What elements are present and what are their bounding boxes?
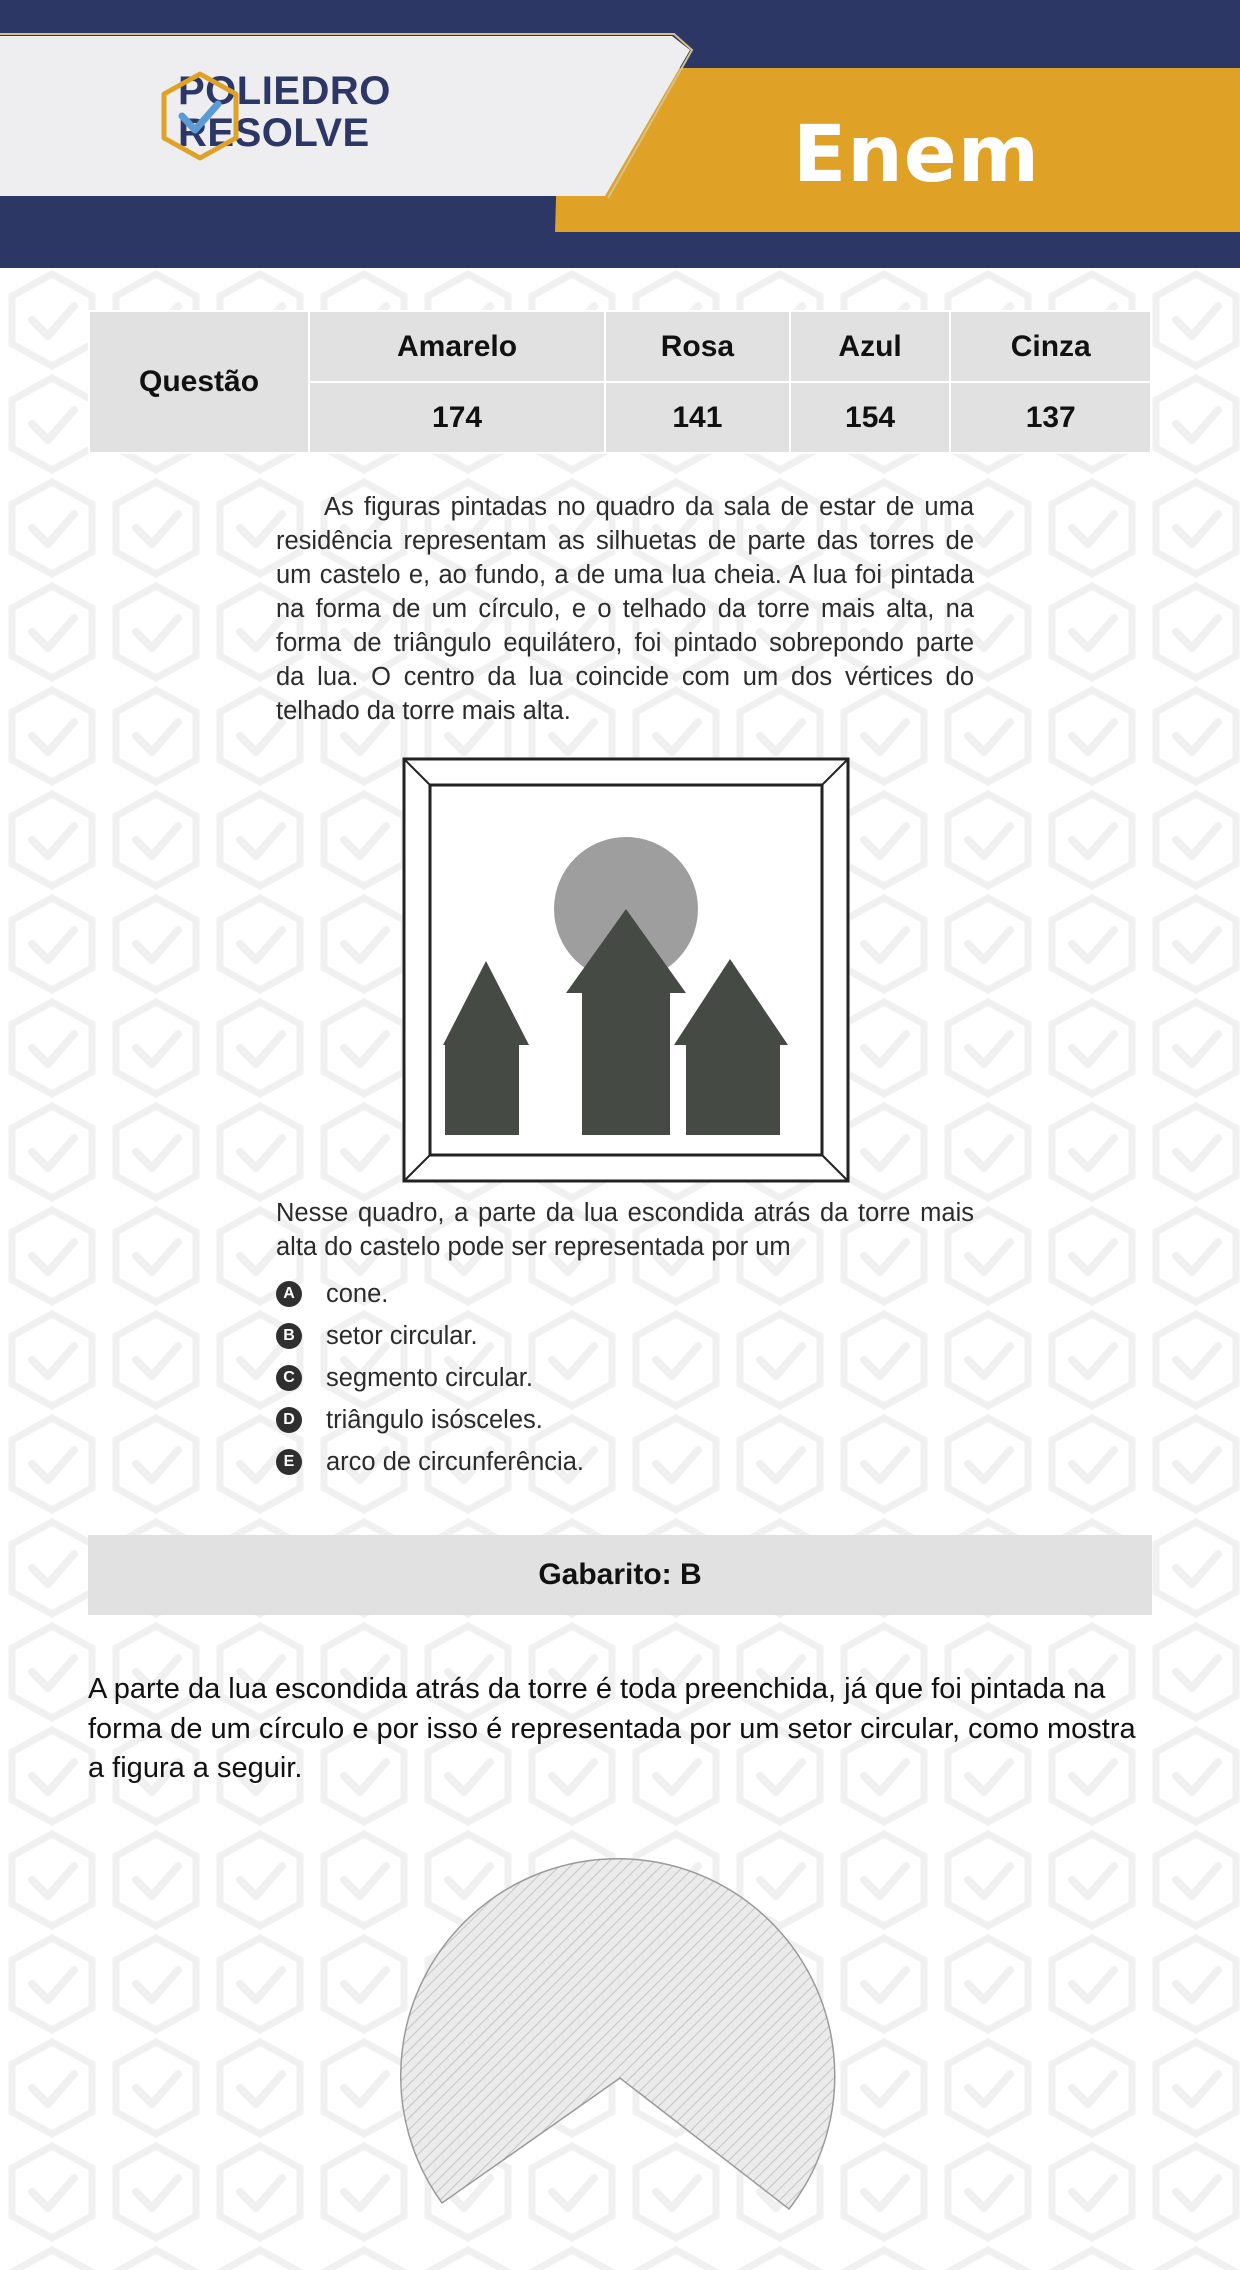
version-number: 174 bbox=[309, 382, 605, 453]
question-number-table bbox=[88, 310, 1152, 454]
version-number: 154 bbox=[790, 382, 951, 453]
brand-line-2: RESOLVE bbox=[178, 111, 370, 155]
option-b[interactable] bbox=[276, 1315, 584, 1357]
option-text: setor circular. bbox=[326, 1321, 478, 1350]
option-e[interactable] bbox=[276, 1441, 584, 1483]
option-c[interactable] bbox=[276, 1357, 584, 1399]
answer-key: Gabarito: B bbox=[538, 1558, 702, 1591]
brand-logo bbox=[158, 70, 391, 154]
option-letter-badge: E bbox=[276, 1449, 302, 1475]
option-letter-badge: B bbox=[276, 1323, 302, 1349]
answer-key-bar bbox=[88, 1535, 1152, 1615]
version-number: 141 bbox=[605, 382, 790, 453]
option-d[interactable] bbox=[276, 1399, 584, 1441]
answer-options bbox=[276, 1273, 584, 1483]
check-hexagon-icon bbox=[158, 70, 242, 162]
question-stem: As figuras pintadas no quadro da sala de estar de uma residência representam as silhuetas de parte das torres de um castelo e, ao fundo, a de uma lua cheia. A lua foi pintada na forma de um círculo, e o telhado da torre mais alta, na forma de triângulo equilátero, foi pintado sobrepondo parte da lua. O centro da lua coincide com um dos vértices do telhado da torre mais alta. bbox=[276, 493, 974, 725]
option-text: cone. bbox=[326, 1279, 389, 1308]
circular-sector-figure bbox=[400, 1855, 840, 2220]
brand-line-1: POLIEDRO bbox=[178, 69, 391, 113]
option-text: triângulo isósceles. bbox=[326, 1405, 543, 1434]
exam-title: Enem bbox=[793, 110, 1040, 200]
option-a[interactable] bbox=[276, 1273, 584, 1315]
question-prompt: Nesse quadro, a parte da lua escondida atrás da torre mais alta do castelo pode ser representada por um bbox=[276, 1199, 974, 1261]
painting-figure bbox=[402, 757, 850, 1188]
page-header bbox=[0, 0, 1240, 268]
option-text: segmento circular. bbox=[326, 1363, 533, 1392]
version-name: Azul bbox=[790, 311, 951, 382]
circular-sector-shape bbox=[401, 1859, 835, 2209]
option-text: arco de circunferência. bbox=[326, 1447, 584, 1476]
version-number: 137 bbox=[950, 382, 1151, 453]
version-name: Rosa bbox=[605, 311, 790, 382]
explanation-text: A parte da lua escondida atrás da torre é toda preenchida, já que foi pintada na forma de um círculo e por isso é representada por um setor circular, como mostra a figura a seguir. bbox=[88, 1673, 1136, 1784]
option-letter-badge: D bbox=[276, 1407, 302, 1433]
option-letter-badge: C bbox=[276, 1365, 302, 1391]
question-label: Questão bbox=[89, 311, 309, 453]
version-name: Cinza bbox=[950, 311, 1151, 382]
option-letter-badge: A bbox=[276, 1281, 302, 1307]
version-name: Amarelo bbox=[309, 311, 605, 382]
question-text bbox=[276, 490, 974, 728]
